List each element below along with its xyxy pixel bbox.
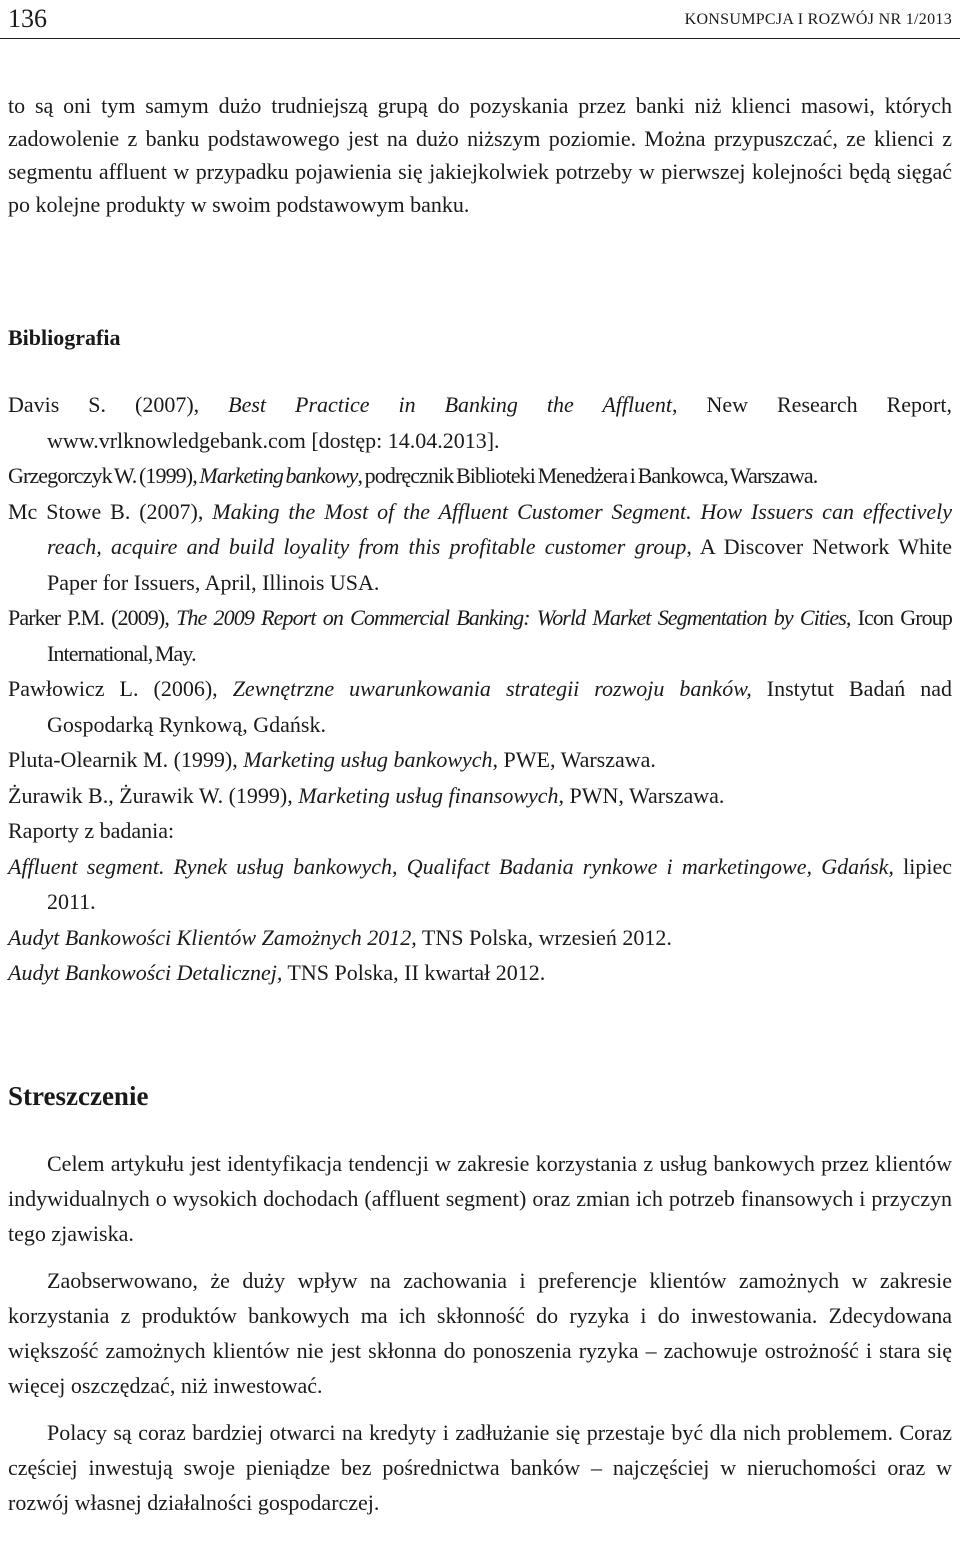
bibliography-entry: Pawłowicz L. (2006), Zewnętrzne uwarunkowania strategii rozwoju banków, Instytut Badań nad Gospodarką Rynkową, Gdańsk.: [8, 676, 952, 737]
bibliography-entry: Parker P.M. (2009), The 2009 Report on Commercial Banking: World Market Segmentation by Cities, Icon Group International, May.: [8, 605, 952, 666]
running-head: KONSUMPCJA I ROZWÓJ NR 1/2013: [684, 11, 952, 28]
page-header: [0, 0, 960, 38]
bibliography-entry: Grzegorczyk W. (1999), Marketing bankowy, podręcznik Biblioteki Menedżera i Bankowca, Warszawa.: [8, 463, 818, 488]
bibliography-list: [8, 387, 952, 991]
bibliography-heading: Bibliografia: [8, 325, 121, 350]
intro-paragraph: to są oni tym samym dużo trudniejszą grupą do pozyskania przez banki niż klienci masowi, których zadowolenie z banku podstawowego jest na dużo niższym poziomie. Można przypuszczać, ze klienci z segmentu affluent w przypadku pojawienia się jakiejkolwiek potrzeby w pierwszej kolejności będą sięgać po kolejne produkty w swoim podstawowym banku.: [8, 93, 952, 217]
bibliography-entry: Audyt Bankowości Klientów Zamożnych 2012, TNS Polska, wrzesień 2012.: [8, 924, 672, 950]
header-divider: [0, 38, 960, 39]
summary-paragraph: Celem artykułu jest identyfikacja tendencji w zakresie korzystania z usług bankowych przez klientów indywidualnych o wysokich dochodach (affluent segment) oraz zmian ich potrzeb finansowych i przyczyn tego zjawiska.: [8, 1151, 952, 1246]
bibliography-entry: Davis S. (2007), Best Practice in Banking the Affluent, New Research Report, www.vrlknowledgebank.com [dostęp: 14.04.2013].: [8, 392, 952, 453]
summary-section: [8, 1146, 952, 1532]
bibliography-entry: Pluta-Olearnik M. (1999), Marketing usług bankowych, PWE, Warszawa.: [8, 747, 656, 772]
bibliography-entry: Audyt Bankowości Detalicznej, TNS Polska, II kwartał 2012.: [8, 960, 546, 985]
bibliography-entry: Mc Stowe B. (2007), Making the Most of the Affluent Customer Segment. How Issuers can effectively reach, acquire and build loyality from this profitable customer group, A Discover Network White Paper for Issuers, April, Illinois USA.: [8, 498, 953, 595]
bibliography-entry: Żurawik B., Żurawik W. (1999), Marketing usług finansowych, PWN, Warszawa.: [8, 782, 725, 808]
summary-paragraph: Polacy są coraz bardziej otwarci na kredyty i zadłużanie się przestaje być dla nich problemem. Coraz częściej inwestują swoje pieniądze bez pośrednictwa banków – najczęściej w nieruchomości oraz w rozwój własnej działalności gospodarczej.: [8, 1420, 952, 1515]
summary-heading: Streszczenie: [8, 1081, 149, 1111]
summary-paragraph: Zaobserwowano, że duży wpływ na zachowania i preferencje klientów zamożnych w zakresie korzystania z produktów bankowych ma ich skłonność do ryzyka i do inwestowania. Zdecydowana większość zamożnych klientów nie jest skłonna do ponoszenia ryzyka – zachowuje ostrożność i stara się więcej oszczędzać, niż inwestować.: [8, 1268, 952, 1398]
bibliography-entry: Affluent segment. Rynek usług bankowych, Qualifact Badania rynkowe i marketingowe, Gdańsk, lipiec 2011.: [8, 853, 952, 914]
page-number: 136: [8, 4, 47, 33]
bibliography-subheading: Raporty z badania:: [8, 818, 175, 843]
